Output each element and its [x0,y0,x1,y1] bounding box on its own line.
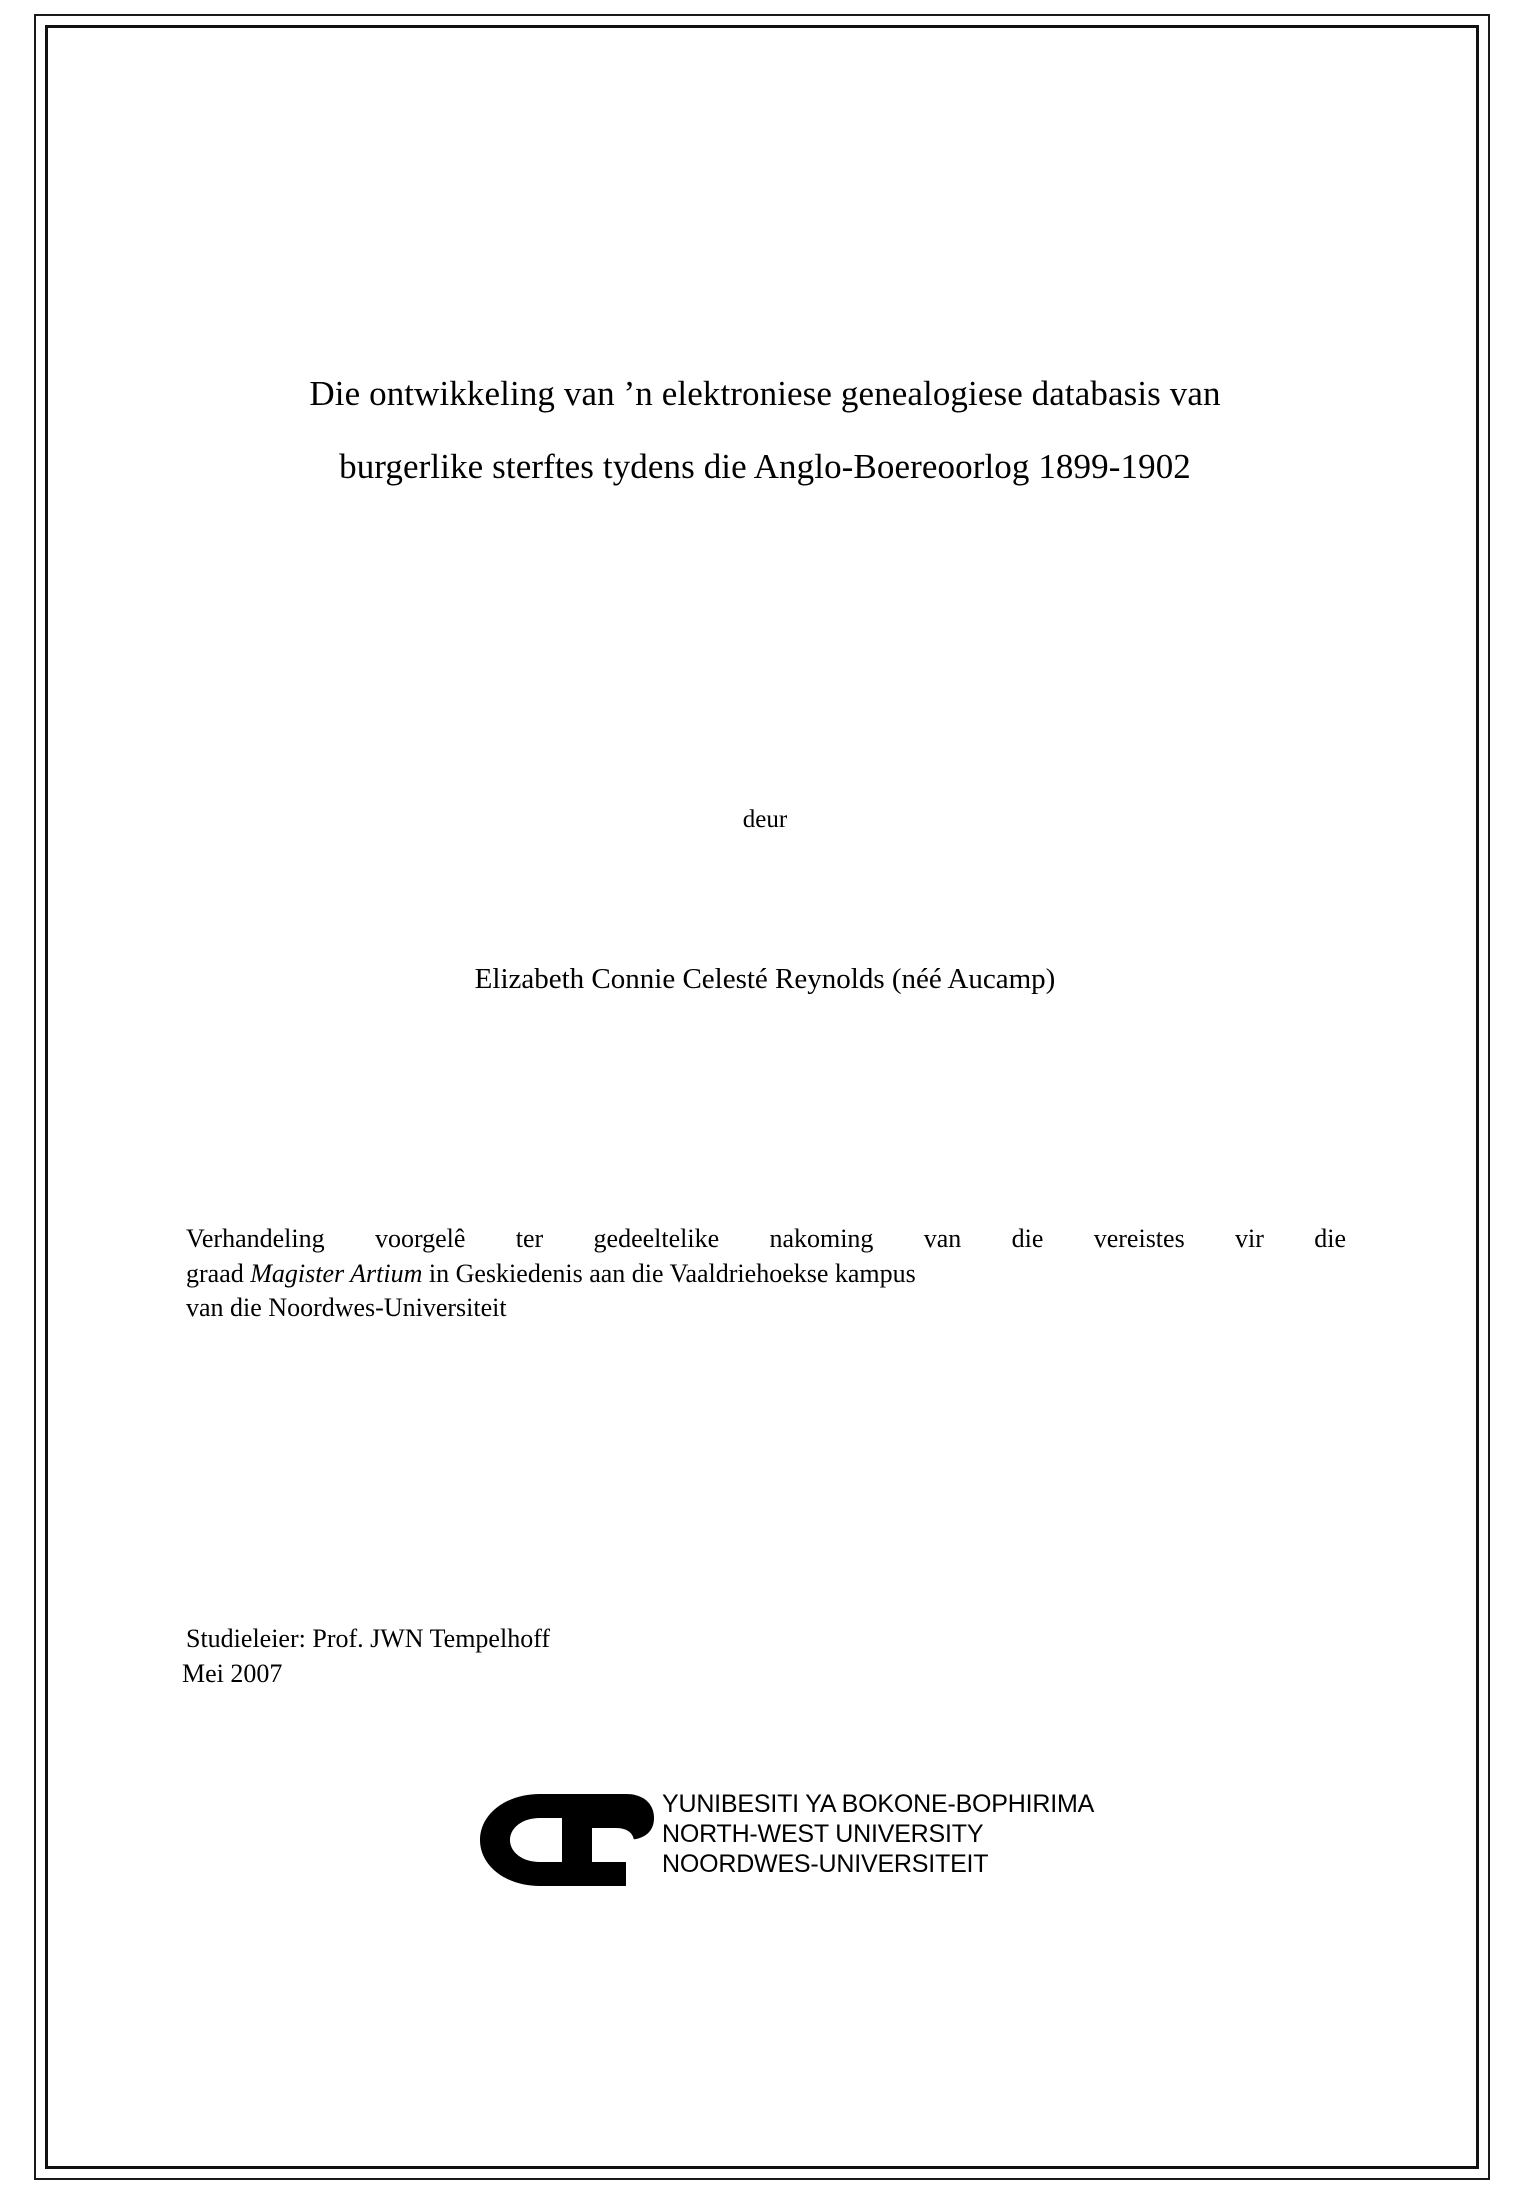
date-line [182,1656,550,1691]
degree-statement-line-2-post: in Geskiedenis aan die Vaaldriehoekse kampus [422,1258,916,1288]
title-line-1: Die ontwikkeling van ’n elektroniese genealogiese databasis van [309,374,1221,413]
degree-name-italic: Magister Artium [250,1258,423,1288]
degree-statement [186,1222,1346,1326]
university-logo-text [662,1790,1094,1879]
date-text: Mei 2007 [182,1659,283,1689]
supervisor-block [182,1621,551,1691]
degree-statement-line-2 [186,1257,1346,1292]
author-name: Elizabeth Connie Celesté Reynolds (néé Aucamp) [474,963,1056,995]
degree-statement-line-2-pre: graad [186,1258,251,1288]
university-logo [466,1780,1095,1900]
degree-statement-line-1: Verhandeling voorgelê ter gedeeltelike nakoming van die vereistes vir die [186,1224,1346,1253]
by-word: deur [742,806,788,833]
university-logo-text-line-3: NOORDWES-UNIVERSITEIT [662,1849,989,1878]
title-line-2: burgerlike sterftes tydens die Anglo-Boereoorlog 1899-1902 [339,447,1191,486]
university-logo-text-line-2: NORTH-WEST UNIVERSITY [662,1819,984,1848]
north-west-university-logo-mark-icon [466,1788,656,1892]
supervisor-line: Studieleier: Prof. JWN Tempelhoff [186,1624,551,1653]
degree-statement-line-3: van die Noordwes-Universiteit [186,1293,507,1323]
page-title [180,376,1350,484]
university-logo-text-line-1: YUNIBESITI YA BOKONE-BOPHIRIMA [662,1790,1095,1818]
